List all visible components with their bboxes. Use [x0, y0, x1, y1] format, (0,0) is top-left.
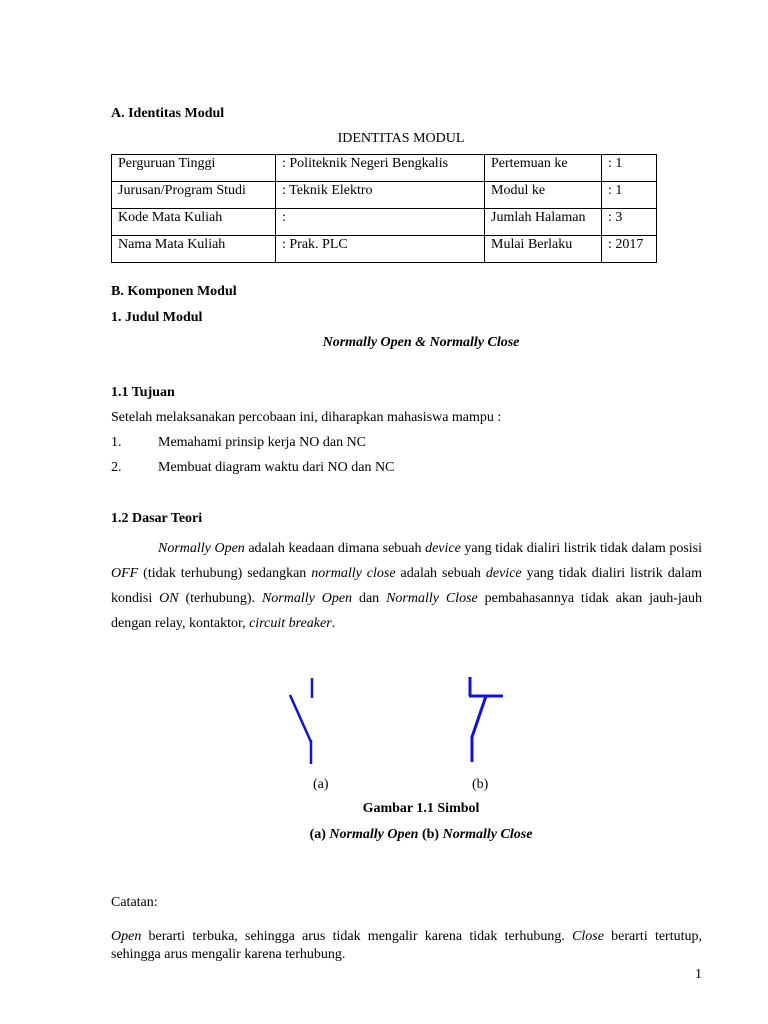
page-number: 1	[695, 967, 702, 982]
table-cell: Jumlah Halaman	[485, 209, 602, 236]
figure-label-b: (b)	[472, 777, 489, 792]
table-cell: Kode Mata Kuliah	[112, 209, 276, 236]
section-b-heading: B. Komponen Modul	[111, 284, 237, 299]
list-item: Memahami prinsip kerja NO dan NC	[158, 435, 367, 450]
table-cell: : 1	[602, 182, 657, 209]
table-cell: : 1	[602, 155, 657, 182]
figure-caption-detail: (a) Normally Open (b) Normally Close	[309, 827, 533, 842]
table-cell: : Teknik Elektro	[276, 182, 485, 209]
list-item: Membuat diagram waktu dari NO dan NC	[158, 460, 395, 475]
tujuan-heading: 1.1 Tujuan	[111, 385, 175, 400]
table-cell: :	[276, 209, 485, 236]
normally-close-symbol-icon	[455, 670, 515, 770]
table-cell: Modul ke	[485, 182, 602, 209]
normally-open-symbol-icon	[280, 670, 330, 770]
table-cell: Jurusan/Program Studi	[112, 182, 276, 209]
table-cell: : Prak. PLC	[276, 236, 485, 263]
table-cell: Mulai Berlaku	[485, 236, 602, 263]
table-cell: Perguruan Tinggi	[112, 155, 276, 182]
table-row	[112, 182, 657, 209]
table-cell: : 2017	[602, 236, 657, 263]
figure-label-a: (a)	[313, 777, 329, 792]
catatan-text: Open berarti terbuka, sehingga arus tidak mengalir karena tidak terhubung. Close berarti tertutup, sehingga arus mengalir karena terhubung.	[111, 929, 702, 962]
table-cell: : 3	[602, 209, 657, 236]
judul-heading: 1. Judul Modul	[111, 310, 203, 325]
table-cell: : Politeknik Negeri Bengkalis	[276, 155, 485, 182]
dasar-teori-heading: 1.2 Dasar Teori	[111, 511, 203, 526]
table-row	[112, 209, 657, 236]
table-cell: Pertemuan ke	[485, 155, 602, 182]
list-item-number: 1.	[111, 435, 122, 450]
module-title: Normally Open & Normally Close	[322, 335, 520, 350]
list-item-number: 2.	[111, 460, 122, 475]
section-a-heading: A. Identitas Modul	[111, 106, 225, 121]
catatan-label: Catatan:	[111, 895, 158, 910]
tujuan-intro: Setelah melaksanakan percobaan ini, diharapkan mahasiswa mampu :	[111, 410, 502, 425]
figure-caption: Gambar 1.1 Simbol	[362, 801, 480, 816]
dasar-teori-paragraph: Normally Open adalah keadaan dimana sebuah device yang tidak dialiri listrik tidak dalam posisi OFF (tidak terhubung) sedangkan normally close adalah sebuah device yang tidak dialiri listrik dalam kondisi ON (terhubung). Normally Open dan Normally Close pembahasannya tidak akan jauh-jauh dengan relay, kontaktor, circuit breaker.	[111, 541, 702, 631]
identitas-table	[111, 154, 657, 263]
table-row	[112, 236, 657, 263]
table-row	[112, 155, 657, 182]
table-title: IDENTITAS MODUL	[337, 131, 465, 146]
table-cell: Nama Mata Kuliah	[112, 236, 276, 263]
